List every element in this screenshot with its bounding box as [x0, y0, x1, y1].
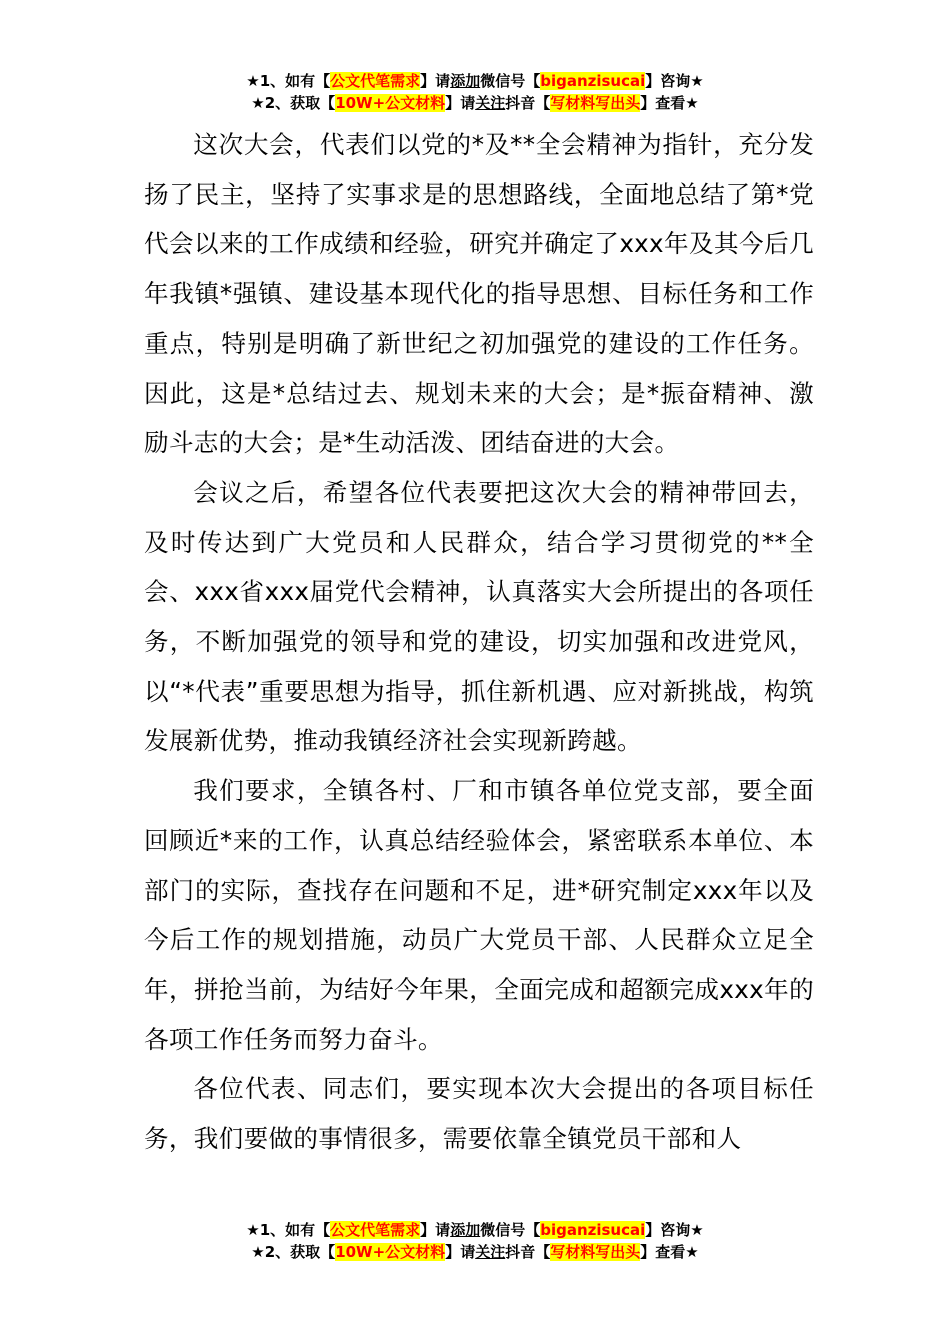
- wechat-id-highlight: biganzisucai: [540, 72, 646, 90]
- paragraph: 我们要求，全镇各村、厂和市镇各单位党支部，要全面回顾近*来的工作，认真总结经验体会，紧密联系本单位、本部门的实际，查找存在问题和不足，进*研究制定xxx年以及今后工作的规划措施，动员广大党员干部、人民群众立足全年，拼抢当前，为结好今年果，全面完成和超额完成xxx年的各项工作任务而努力奋斗。: [144, 776, 814, 1054]
- banner-line-2: ★2、获取【10W+公文材料】请关注抖音【写材料写出头】查看★: [251, 1243, 699, 1261]
- footer-banner: [0, 1219, 950, 1263]
- banner-line-2: ★2、获取【10W+公文材料】请关注抖音【写材料写出头】查看★: [251, 94, 699, 112]
- douyin-highlight: 写材料写出头: [550, 1243, 641, 1261]
- banner-line-1: ★1、如有【公文代笔需求】请添加微信号【biganzisucai】咨询★: [246, 72, 704, 90]
- materials-highlight: 10W+公文材料: [335, 1243, 446, 1261]
- paragraph: 会议之后，希望各位代表要把这次大会的精神带回去，及时传达到广大党员和人民群众，结合学习贯彻党的**全会、xxx省xxx届党代会精神，认真落实大会所提出的各项任务，不断加强党的领导和党的建设，切实加强和改进党风，以“*代表”重要思想为指导，抓住新机遇、应对新挑战，构筑发展新优势，推动我镇经济社会实现新跨越。: [144, 477, 814, 756]
- wechat-id-highlight: biganzisucai: [540, 1221, 646, 1239]
- paragraph: 各位代表、同志们，要实现本次大会提出的各项目标任务，我们要做的事情很多，需要依靠全镇党员干部和人: [144, 1074, 814, 1154]
- paragraph: 这次大会，代表们以党的*及**全会精神为指针，充分发扬了民主，坚持了实事求是的思想路线，全面地总结了第*党代会以来的工作成绩和经验，研究并确定了xxx年及其今后几年我镇*强镇、建设基本现代化的指导思想、目标任务和工作重点，特别是明确了新世纪之初加强党的建设的工作任务。因此，这是*总结过去、规划未来的大会；是*振奋精神、激励斗志的大会；是*生动活泼、团结奋进的大会。: [144, 130, 814, 458]
- banner-line-1: ★1、如有【公文代笔需求】请添加微信号【biganzisucai】咨询★: [246, 1221, 704, 1239]
- demand-highlight: 公文代笔需求: [330, 1221, 421, 1239]
- header-banner: [0, 70, 950, 114]
- document-body: [144, 120, 814, 1164]
- materials-highlight: 10W+公文材料: [335, 94, 446, 112]
- douyin-highlight: 写材料写出头: [550, 94, 641, 112]
- demand-highlight: 公文代笔需求: [330, 72, 421, 90]
